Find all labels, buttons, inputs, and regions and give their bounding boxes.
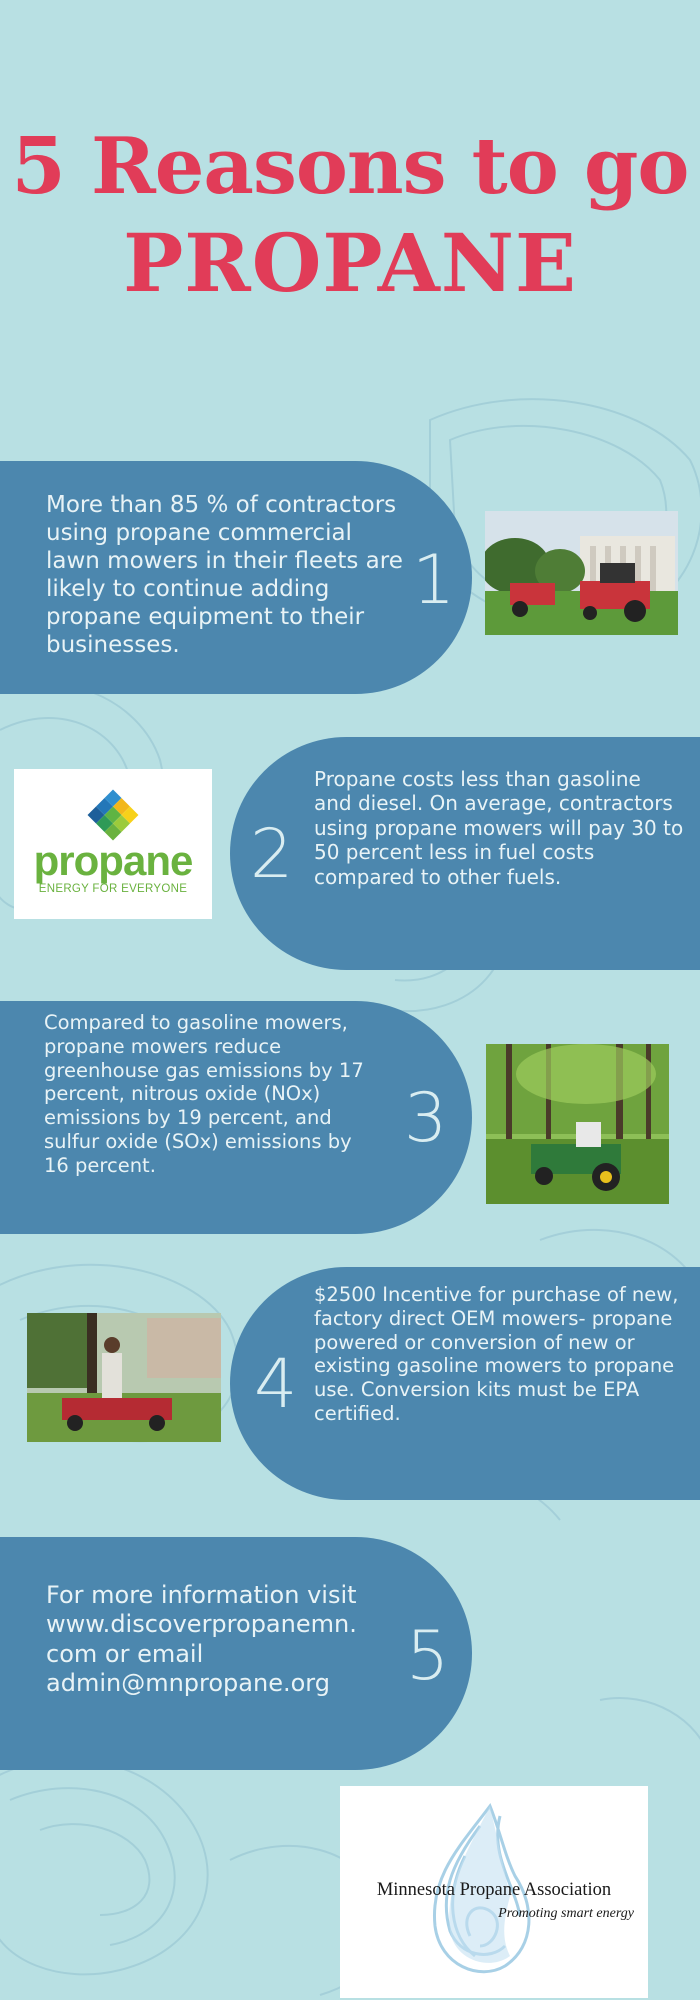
reason-2-number: 2 bbox=[250, 815, 294, 894]
mower-photo-3 bbox=[486, 1044, 669, 1204]
reason-4-text: $2500 Incentive for purchase of new, factory direct OEM mowers- propane powered or conversion of new or existing gasoline mowers to propane use. Conversion kits must be EPA certified. bbox=[314, 1283, 679, 1425]
reason-card-3 bbox=[0, 1001, 472, 1234]
association-name: Minnesota Propane Association bbox=[376, 1880, 612, 1900]
reason-4-number: 4 bbox=[254, 1345, 298, 1424]
mower-photo-4 bbox=[27, 1313, 221, 1442]
reason-5-number: 5 bbox=[406, 1617, 450, 1696]
reason-3-text: Compared to gasoline mowers, propane mowers reduce greenhouse gas emissions by 17 percent, nitrous oxide (NOx) emissions by 19 percent, and sulfur oxide (SOx) emissions by 16 percent. bbox=[44, 1011, 364, 1177]
propane-logo bbox=[14, 769, 212, 919]
propane-tagline: ENERGY FOR EVERYONE bbox=[38, 883, 188, 895]
reason-3-number: 3 bbox=[404, 1079, 448, 1158]
association-logo bbox=[340, 1786, 648, 1998]
reason-2-text: Propane costs less than gasoline and diesel. On average, contractors using propane mowers will pay 30 to 50 percent less in fuel costs compared to other fuels. bbox=[314, 767, 684, 889]
page-title-line1: 5 Reasons to go bbox=[11, 121, 689, 212]
association-tagline: Promoting smart energy bbox=[498, 1906, 634, 1921]
reason-card-4 bbox=[230, 1267, 700, 1500]
reason-1-text: More than 85 % of contractors using propane commercial lawn mowers in their fleets are likely to continue adding propane equipment to their businesses. bbox=[46, 492, 403, 659]
propane-wordmark: propane bbox=[33, 837, 193, 884]
page-title-line2: PROPANE bbox=[123, 216, 577, 310]
reason-5-text: For more information visit www.discoverpropanemn. com or email admin@mnpropane.org bbox=[46, 1581, 357, 1697]
reason-card-1 bbox=[0, 461, 472, 694]
reason-card-5 bbox=[0, 1537, 472, 1770]
mower-photo-1 bbox=[485, 511, 678, 635]
reason-card-2 bbox=[230, 737, 700, 970]
reason-1-number: 1 bbox=[412, 541, 456, 620]
